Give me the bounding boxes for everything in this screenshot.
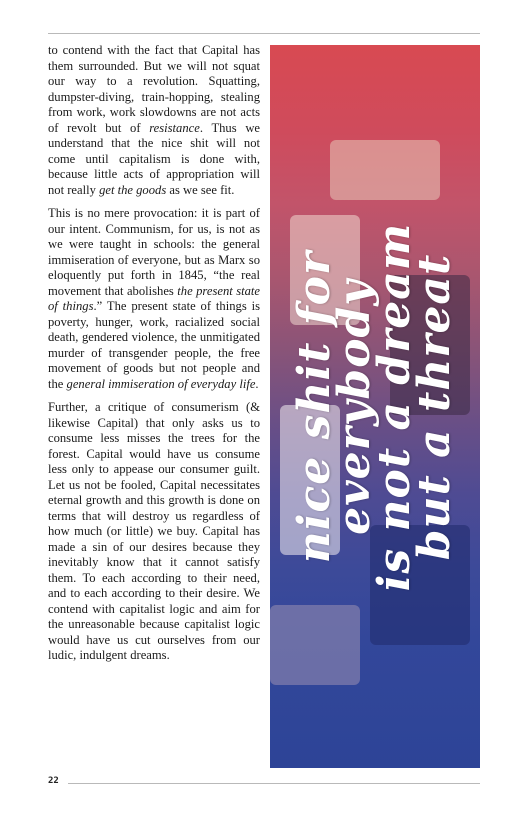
emphasis-text: general immiseration of everyday life	[66, 376, 256, 391]
poster-slogan	[289, 127, 460, 687]
text-run: .” The present state of things is poverty, hunger, work, racialized social death, gendered violence, the unmitigated murder of transgender people, the free movement of goods but not people and the	[48, 299, 261, 391]
text-run: Further, a critique of consumerism (& likewise Capital) that only asks us to consume less misses the trees for the forest. Capital would have us consume less only to appease our consumer guilt. Let us not be fooled, Capital necessitates eternal growth and this growth is done on terms that will destroy us regardless of how much (or little) we buy. Capital has made a sin of our desires because they inevitably know that it cannot satisfy them. To each according to their need, and to each according to their desire. We contend with capitalist logic and aim for the unreasonable because capitalist logic would have us cut ourselves from our ludic, indulgent dreams.	[48, 400, 260, 662]
text-run: as we see fit.	[166, 182, 235, 197]
poster-line: but a threat	[409, 253, 460, 560]
bottom-rule	[68, 783, 480, 784]
paragraph	[48, 43, 260, 198]
text-run: to contend with the fact that Capital has them surrounded. But we will not squat our way to a revolution. Squatting, dumpster-diving, train-hopping, stealing from work, work slowdowns are not acts of revolt but of	[48, 43, 260, 135]
paragraph	[48, 206, 260, 392]
poster-image	[270, 45, 480, 768]
poster-line: everybody	[329, 278, 380, 535]
poster-line: nice shit for	[289, 250, 340, 563]
text-run: This is no mere provocation: it is part of our intent. Communism, for us, is not as we were taught in schools: the general immiseration of everyone, but as Marx so eloquently put forth in 1845, “the real movement that abolishes	[48, 206, 260, 298]
emphasis-text: the present state of things	[48, 283, 260, 313]
top-rule	[48, 33, 480, 34]
page-number: 22	[48, 776, 59, 786]
emphasis-text: resistance	[149, 120, 200, 135]
body-text-column	[48, 43, 260, 672]
text-run: .	[255, 376, 259, 391]
text-run: . Thus we understand that the nice shit will not come until capitalism is done with, because little acts of appropriation will not really	[48, 120, 261, 197]
emphasis-text: get the goods	[99, 182, 167, 197]
paragraph	[48, 400, 260, 664]
poster-line: is not a dream	[369, 222, 420, 591]
